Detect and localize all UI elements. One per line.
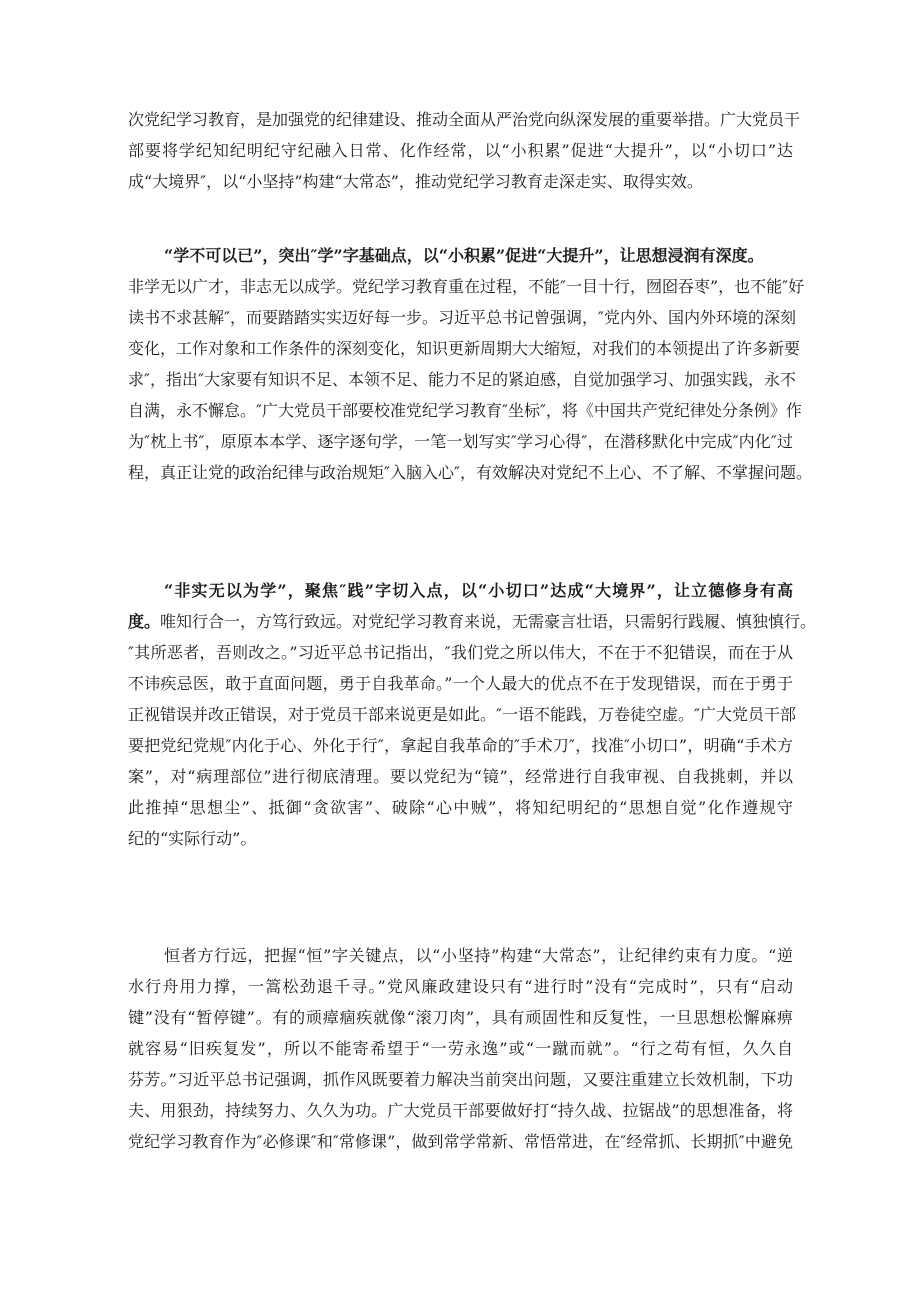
text-line: 程，真正让党的政治纪律与政治规矩″入脑入心″，有效解决对党纪不上心、不了解、不掌握问题。 — [128, 463, 812, 482]
text-line — [128, 606, 817, 637]
section-heading-practice-end: 度。 — [128, 612, 161, 631]
text-line: 正视错误并改正错误，对于党员干部来说更是如此。″一语不能践，万卷徒空虚。″广大党员干部 — [128, 705, 796, 724]
text-line: 案”，对“病理部位”进行彻底清理。要以党纪为“镜”，经常进行自我审视、自我挑刺，并以 — [128, 767, 793, 786]
text-line: 次党纪学习教育，是加强党的纪律建设、推动全面从严治党向纵深发展的重要举措。广大党员干 — [128, 110, 801, 129]
text-line: 党纪学习教育作为″必修课″和″常修课”，做到常学常新、常悟常进，在″经常抓、长期抓″中避免 — [128, 1132, 793, 1151]
paragraph-practice — [128, 575, 817, 854]
text-segment: 唯知行合一，方笃行致远。对党纪学习教育来说，无需豪言壮语，只需躬行践履、慎独慎行。 — [160, 612, 817, 631]
text-line: 变化，工作对象和工作条件的深刻变化，知识更新周期大大缩短，对我们的本领提出了许多新要 — [128, 339, 801, 358]
text-line: 不讳疾忌医，敢于直面问题，勇于自我革命。”一个人最大的优点不在于发现错误，而在于勇于 — [128, 674, 793, 693]
text-line: 芬芳。”习近平总书记强调，抓作风既要着力解决当前突出问题，又要注重建立长效机制，下功 — [128, 1070, 793, 1089]
text-line: 要把党纪党规″内化于心、外化于行″，拿起自我革命的″手术刀″，找准″小切口”，明确“手术方 — [128, 736, 793, 755]
text-line: 水行舟用力撑，一篙松劲退千寻。”党风廉政建设只有“进行时”没有“完成时”，只有“启动 — [128, 977, 793, 996]
section-heading-practice: “非实无以为学”，聚焦″践”字切入点，以“小切口”达成“大境界”，让立德修身有高 — [164, 581, 793, 600]
paragraph-study — [128, 240, 812, 488]
text-line: 非学无以广才，非志无以成学。党纪学习教育重在过程，不能″一目十行，囫囵吞枣”，也不能″好 — [128, 277, 805, 296]
text-line: 纪的“实际行动”。 — [128, 829, 257, 848]
paragraph-persistence — [128, 940, 793, 1157]
text-line: 读书不求甚解″，而要踏踏实实迈好每一步。习近平总书记曾强调，″党内外、国内外环境的深刻 — [128, 308, 796, 327]
paragraph-intro — [128, 104, 801, 197]
text-line: 部要将学纪知纪明纪守纪融入日常、化作经常，以“小积累”促进“大提升”，以“小切口”达 — [128, 141, 793, 160]
text-line: 为″枕上书″，原原本本学、逐字逐句学，一笔一划写实″学习心得″，在潜移默化中完成″内化″过 — [128, 432, 793, 451]
text-line: 恒者方行远，把握“恒”字关键点，以“小坚持”构建“大常态”，让纪律约束有力度。“逆 — [164, 946, 793, 965]
text-line: 自满，永不懈怠。″广大党员干部要校准党纪学习教育″坐标″，将《中国共产党纪律处分条例》作 — [128, 401, 802, 420]
text-line: ″其所恶者，吾则改之。”习近平总书记指出，″我们党之所以伟大，不在于不犯错误，而在于从 — [128, 643, 793, 662]
text-line: 成“大境界″，以“小坚持”构建“大常态”，推动党纪学习教育走深走实、取得实效。 — [128, 172, 703, 191]
text-line: 此推掉“思想尘”、抵御“贪欲害”、破除“心中贼”，将知纪明纪的“思想自觉”化作遵规守 — [128, 798, 793, 817]
text-line: 就容易“旧疾复发”，所以不能寄希望于“一劳永逸”或“一蹴而就”。“行之苟有恒，久久自 — [128, 1039, 793, 1058]
text-line: 键”没有“暂停键”。有的顽瘴痼疾就像“滚刀肉”，具有顽固性和反复性，一旦思想松懈麻痹 — [128, 1008, 793, 1027]
section-heading-study: “学不可以已”，突出″学”字基础点，以“小积累”促进“大提升”，让思想浸润有深度。 — [164, 246, 764, 265]
text-line: 夫、用狠劲，持续努力、久久为功。广大党员干部要做好打“持久战、拉锯战”的思想准备，将 — [128, 1101, 793, 1120]
text-line: 求″，指出″大家要有知识不足、本领不足、能力不足的紧迫感，自觉加强学习、加强实践，永不 — [128, 370, 796, 389]
